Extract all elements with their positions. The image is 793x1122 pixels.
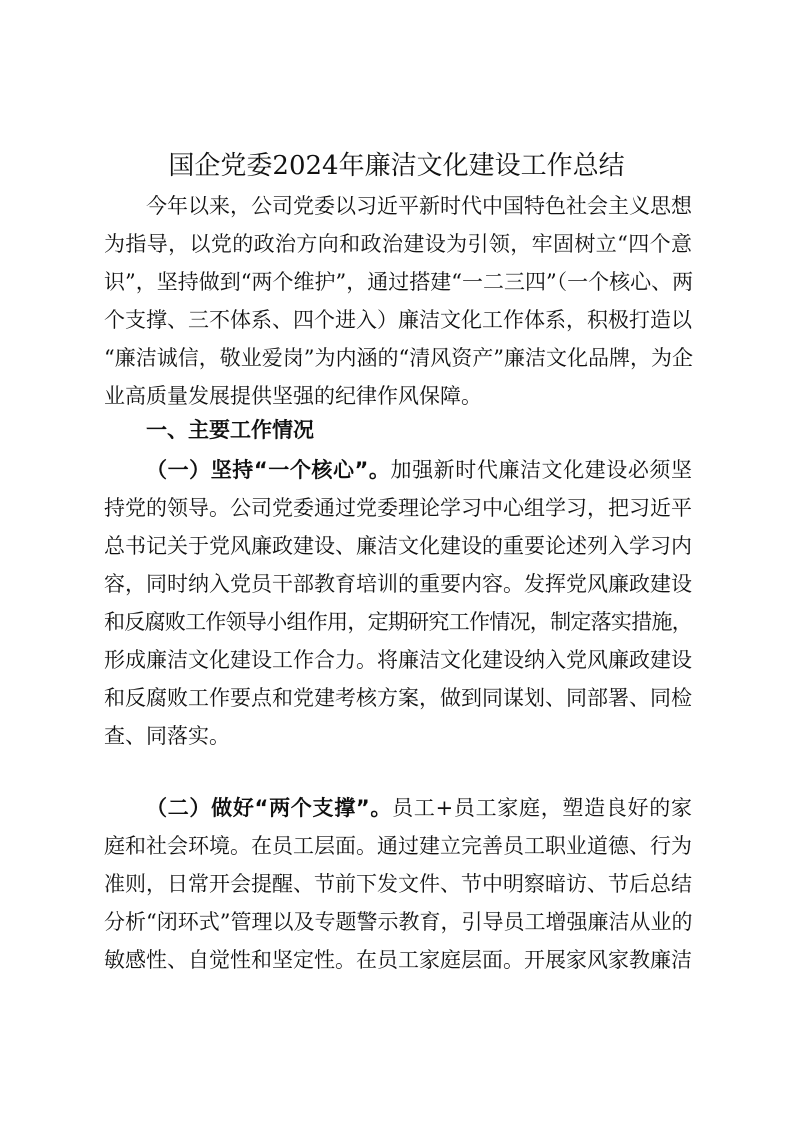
item1-line: 容，同时纳入党员干部教育培训的重要内容。发挥党风廉政建设 <box>104 572 692 596</box>
intro-line: 为指导，以党的政治方向和政治建设为引领，牢固树立“四个意 <box>104 232 692 256</box>
item1-paragraph <box>104 451 692 755</box>
document-title: 国企党委2024年廉洁文化建设工作总结 <box>168 151 625 181</box>
item2-first-line-text: 员工+员工家庭，塑造良好的家 <box>392 796 692 820</box>
item2-line: 准则，日常开会提醒、节前下发文件、节中明察暗访、节后总结 <box>104 872 692 896</box>
intro-line: 个支撑、三不体系、四个进入）廉洁文化工作体系，积极打造以 <box>104 308 692 332</box>
item1-line: 查、同落实。 <box>104 724 230 748</box>
item1-line: 持党的领导。公司党委通过党委理论学习中心组学习，把习近平 <box>104 496 692 520</box>
item2-heading: （二）做好“两个支撑”。 <box>146 796 393 820</box>
item1-line: 总书记关于党风廉政建设、廉洁文化建设的重要论述列入学习内 <box>104 534 692 558</box>
intro-line: “廉洁诚信，敬业爱岗”为内涵的“清风资产”廉洁文化品牌，为企 <box>104 346 693 370</box>
item1-first-line-text: 加强新时代廉洁文化建设必须坚 <box>390 458 692 482</box>
item1-line: 和反腐败工作领导小组作用，定期研究工作情况，制定落实措施， <box>104 610 692 634</box>
intro-line: 识”，坚持做到“两个维护”，通过搭建“一二三四”（一个核心、两 <box>104 270 694 294</box>
item2-paragraph <box>104 789 692 979</box>
intro-paragraph <box>104 187 692 415</box>
intro-line: 今年以来，公司党委以习近平新时代中国特色社会主义思想 <box>146 194 692 218</box>
item1-line: 形成廉洁文化建设工作合力。将廉洁文化建设纳入党风廉政建设 <box>104 648 692 672</box>
section-heading: 一、主要工作情况 <box>146 418 314 442</box>
item1-heading: （一）坚持“一个核心”。 <box>146 458 391 482</box>
item2-line: 敏感性、自觉性和坚定性。在员工家庭层面。开展家风家教廉洁 <box>104 948 692 972</box>
item1-first-line <box>104 451 692 489</box>
intro-line: 业高质量发展提供坚强的纪律作风保障。 <box>104 384 482 408</box>
item2-first-line <box>104 789 692 827</box>
item2-line: 庭和社会环境。在员工层面。通过建立完善员工职业道德、行为 <box>104 834 692 858</box>
item2-line: 分析“闭环式”管理以及专题警示教育，引导员工增强廉洁从业的 <box>104 910 693 934</box>
item1-line: 和反腐败工作要点和党建考核方案，做到同谋划、同部署、同检 <box>104 686 692 710</box>
